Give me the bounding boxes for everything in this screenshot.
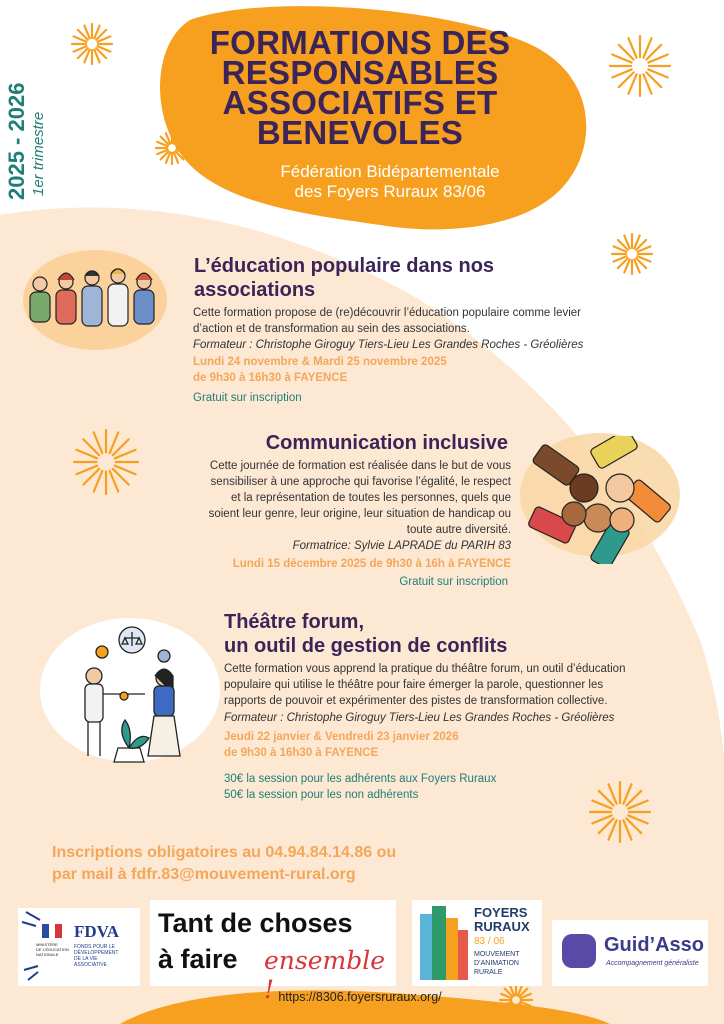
tant-script: ensemble ! [264, 946, 386, 1004]
section-1-title: L’éducation populaire dans nos associations [194, 255, 495, 301]
hands-illustration [528, 436, 672, 564]
main-title: FORMATIONS DES RESPONSABLES ASSOCIATIFS ET BENEVOLES [209, 24, 511, 151]
group-illustration [22, 262, 172, 342]
website-link[interactable]: https://8306.foyersruraux.org/ [278, 990, 442, 1004]
guidasso-logo [552, 920, 708, 986]
tant-line-1: Tant de choses [158, 908, 353, 938]
section-3-price: 30€ la session pour les adhérents aux Foyers Ruraux 50€ la session pour les non adhérents [224, 773, 497, 801]
foyers-tagline: MOUVEMENT D’ANIMATION RURALE [474, 951, 520, 976]
registration-info: Inscriptions obligatoires au 04.94.84.14.86 ou par mail à fdfr.83@mouvement-rural.org [52, 844, 397, 883]
federation-subtitle: Fédération Bidépartementale des Foyers Ruraux 83/06 [280, 162, 500, 201]
section-3-title: Théâtre forum, un outil de gestion de conflits [224, 611, 508, 657]
section-2-title: Communication inclusive [265, 432, 508, 454]
section-2-price: Gratuit sur inscription [399, 576, 508, 588]
foyers-ruraux-emblem [418, 904, 470, 982]
fdva-subtitle: FONDS POUR LE DÉVELOPPEMENT DE LA VIE ASSOCIATIVE [74, 944, 119, 968]
guidasso-icon [562, 934, 596, 968]
section-3-description: Cette formation vous apprend la pratique du théâtre forum, un outil d’éducation populaire qui utilise le théâtre pour faire émerger la parole, questionner les rapports de pouvoir et expérimenter des pistes de transformation collective. [224, 663, 626, 707]
season-term: 1er trimestre [30, 111, 47, 196]
sunburst-icon [610, 36, 670, 96]
sunburst-icon [612, 234, 652, 274]
foyers-dept: 83 / 06 [474, 936, 505, 947]
sunburst-icon [74, 430, 138, 494]
section-1-description: Cette formation propose de (re)découvrir l’éducation populaire comme levier d’action et de transformation au sein des associations. [193, 307, 581, 335]
section-3-date: Jeudi 22 janvier & Vendredi 23 janvier 2026 de 9h30 à 16h30 à FAYENCE [224, 731, 459, 759]
season-years: 2025 - 2026 [4, 82, 29, 200]
foyers-ruraux-logo [412, 900, 542, 986]
section-2-description: Cette journée de formation est réalisée dans le but de vous sensibiliser à une approche qui favorise l’égalité, le respect et la représentation de toutes les personnes, quels que soient leur genre, leur origine, leur situation de handicap ou toute autre diversité. [208, 460, 511, 536]
justice-illustration [52, 612, 212, 772]
section-3-trainer: Formateur : Christophe Giroguy Tiers-Lieu Les Grandes Roches - Gréolières [224, 712, 615, 724]
foyers-name: FOYERS RURAUX [474, 905, 530, 934]
section-1-date: Lundi 24 novembre & Mardi 25 novembre 2025 de 9h30 à 16h30 à FAYENCE [193, 356, 447, 384]
guidasso-name: Guid’Asso [604, 934, 705, 956]
ministry-text: MINISTÈRE DE L’ÉDUCATION NATIONALE [36, 942, 69, 957]
fdva-name: FDVA [74, 922, 120, 941]
french-flag-icon [42, 924, 62, 938]
section-2-trainer: Formatrice: Sylvie LAPRADE du PARIH 83 [292, 540, 511, 552]
sunburst-icon [156, 132, 188, 164]
guidasso-tagline: Accompagnement généraliste [606, 960, 699, 967]
sunburst-icon [590, 782, 650, 842]
section-1-price: Gratuit sur inscription [193, 392, 302, 404]
fdva-logo [18, 908, 140, 986]
tant-line-2: à faire [158, 944, 238, 974]
sunburst-icon [72, 24, 112, 64]
season-label [4, 83, 48, 200]
section-1-trainer: Formateur : Christophe Giroguy Tiers-Lieu Les Grandes Roches - Gréolières [193, 339, 584, 351]
section-2-date: Lundi 15 décembre 2025 de 9h30 à 16h à FAYENCE [232, 558, 511, 570]
